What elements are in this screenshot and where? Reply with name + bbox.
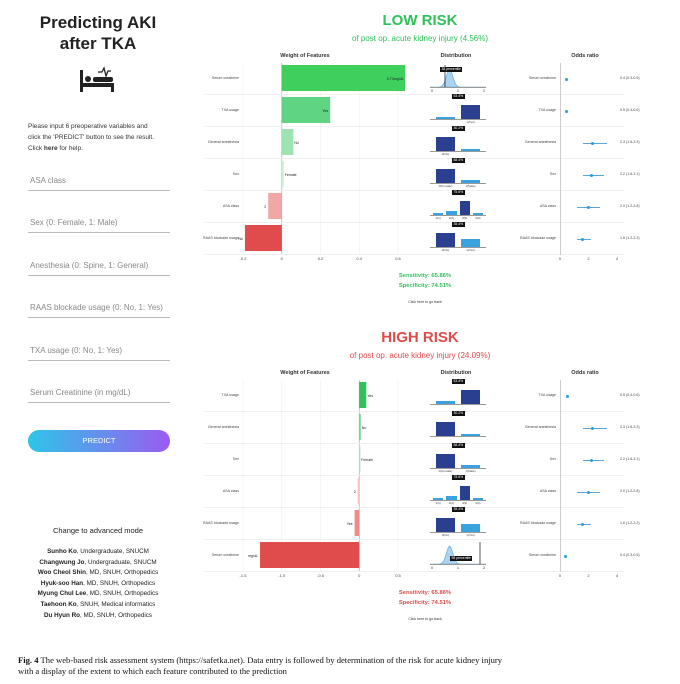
app-title-line1: Predicting AKI (39, 13, 157, 32)
raas-blockade-input[interactable] (28, 295, 170, 318)
team-member-name: Sunho Ko (47, 548, 77, 555)
predict-button[interactable]: PREDICT (28, 430, 170, 452)
odds-tick: 4 (615, 256, 619, 261)
distribution-cell (430, 443, 486, 473)
team-member-role: , MD, SNUH, Orthopedics (86, 569, 159, 577)
weight-tick: 0.6 (395, 256, 401, 261)
distribution-bar (436, 518, 455, 532)
weight-value-tag: 2 (353, 490, 356, 494)
intro-line2: click the 'PREDICT' button to see the result. (28, 134, 155, 141)
weight-value-tag: 2 (264, 205, 267, 209)
distribution-cell (430, 65, 486, 93)
weight-bar-asa-class (358, 478, 360, 504)
hospital-bed-icon (78, 66, 118, 99)
odds-value: 0.4 (0.3-0.5) (620, 553, 640, 557)
distribution-bar-label: 1(Male) (465, 184, 476, 188)
odds-point (581, 238, 584, 241)
anesthesia-input[interactable] (28, 253, 170, 276)
feature-label: ASA class (222, 204, 239, 208)
sensitivity-text: Sensitivity: 65.86% (398, 273, 452, 279)
odds-ci-line (583, 143, 607, 144)
distribution-bar-label: 0(No) (441, 152, 450, 156)
specificity-text: Specificity: 74.51% (398, 283, 452, 289)
row-separator (205, 571, 625, 572)
distribution-bar (433, 498, 443, 500)
distribution-bar (461, 465, 480, 468)
odds-label: RAAS blockade usage (520, 521, 556, 525)
odds-tick: 2 (587, 256, 590, 261)
weight-tick: 0 (280, 256, 283, 261)
distribution-tag: 35.4% (453, 222, 464, 226)
odds-label: ASA class (539, 204, 556, 208)
weight-tick: -0.2 (239, 256, 247, 261)
odds-ci-line (577, 239, 591, 240)
distribution-bar (436, 422, 455, 436)
odds-point (565, 78, 568, 81)
team-member-role: , MD, SNUH, Orthopedics (83, 579, 156, 587)
distribution-bar (473, 213, 483, 215)
weight-bar-general-anesthesia (282, 129, 294, 155)
txa-usage-placeholder: TXA usage (0: No, 1: Yes) (30, 346, 123, 355)
odds-ci-line (583, 460, 604, 461)
feature-label: ASA class (222, 489, 239, 493)
odds-value: 0.5 (0.4-0.6) (620, 108, 640, 112)
distribution-bar (461, 180, 480, 183)
percentile-tag: 98 percentile (451, 556, 471, 560)
distribution-bar (461, 390, 480, 404)
row-separator (205, 158, 625, 159)
row-separator (205, 190, 625, 191)
odds-value: 2.0 (1.2-2.8) (620, 489, 640, 493)
row-separator (205, 254, 625, 255)
distribution-header: Distribution (440, 53, 472, 59)
weight-value-tag: 0.73mg/dL (386, 77, 404, 81)
distribution-bar-label: 2(2) (448, 501, 455, 505)
distribution-tag: 88.4% (453, 158, 464, 162)
distribution-bar-label: 1(Yes) (466, 120, 475, 124)
team-member (18, 579, 178, 590)
percentile-tag: 38 percentile (441, 67, 461, 71)
odds-point (581, 523, 584, 526)
odds-tick: 4 (615, 573, 619, 578)
intro-line1: Please input 6 preoperative variables and (28, 123, 148, 130)
team-member (18, 547, 178, 558)
distribution-bar-label: 0(Female) (438, 184, 453, 188)
advanced-mode-link[interactable]: Change to advanced mode (52, 526, 144, 535)
team-member-name: Myung Chul Lee (37, 590, 87, 598)
odds-point (566, 395, 569, 398)
row-separator (205, 94, 625, 95)
distribution-tag: 30.2% (453, 411, 464, 415)
feature-label: RAAS blockade usage (203, 521, 239, 525)
odds-label: TXA usage (538, 108, 556, 112)
distribution-cell (430, 158, 486, 188)
team-member (18, 558, 178, 569)
team-member (18, 589, 178, 600)
specificity-text: Specificity: 74.51% (398, 600, 452, 606)
distribution-bar (460, 201, 470, 215)
distribution-tag: 30.2% (453, 126, 464, 130)
weight-bar-general-anesthesia (359, 414, 361, 440)
serum-creatinine-placeholder: Serum Creatinine (in mg/dL) (30, 388, 131, 397)
distribution-bar (436, 233, 455, 247)
weight-tick: -1.5 (239, 573, 247, 578)
odds-value: 2.3 (1.6-3.3) (620, 140, 640, 144)
distribution-bar (436, 117, 455, 119)
txa-usage-input[interactable] (28, 338, 170, 361)
team-member-role: , Undergraduate, SNUCM (84, 558, 157, 566)
odds-point (587, 206, 590, 209)
odds-point (590, 174, 593, 177)
odds-ci-line (583, 428, 607, 429)
intro-text (28, 121, 178, 154)
distribution-tick: 1 (456, 88, 460, 93)
distribution-bar-label: 1(1) (435, 501, 441, 505)
distribution-tick: 2 (482, 565, 486, 570)
sensitivity-text: Sensitivity: 65.86% (398, 590, 452, 596)
distribution-bar-label: 1(1) (435, 216, 441, 220)
weight-bar-txa-usage (359, 382, 366, 408)
distribution-bar (461, 239, 480, 247)
sex-placeholder: Sex (0: Female, 1: Male) (30, 218, 118, 227)
distribution-bar-label: 1(Male) (465, 469, 476, 473)
weight-value-tag: mg/dL (248, 554, 259, 558)
distribution-cell (430, 411, 486, 437)
feature-label: TXA usage (221, 108, 239, 112)
back-link[interactable]: Click here to go back (408, 617, 442, 621)
distribution-tag: 75.6% (453, 190, 464, 194)
distribution-tick: 1 (456, 565, 460, 570)
feature-label: General anesthesia (207, 425, 239, 429)
team-member-role: , Undergraduate, SNUCM (76, 548, 149, 555)
odds-value: 2.0 (1.2-2.8) (620, 204, 640, 208)
team-member-name: Du Hyun Ro (43, 611, 80, 619)
weight-header: Weight of Features (280, 370, 330, 376)
odds-axis (560, 380, 561, 572)
weight-bar-serum-creatinine (260, 542, 359, 568)
distribution-tag: 88.4% (453, 443, 464, 447)
odds-ci-line (583, 175, 604, 176)
row-separator (205, 411, 625, 412)
team-member-role: , MD, SNUH, Orthopedics (79, 611, 153, 619)
distribution-cell (430, 126, 486, 156)
weight-value-tag: Female (361, 458, 374, 462)
weight-tick: -0.5 (317, 573, 324, 578)
intro-suffix: for help. (57, 145, 83, 152)
odds-point (591, 427, 594, 430)
distribution-bar (461, 434, 480, 436)
risk-title: HIGH RISK (381, 329, 459, 346)
intro-prefix: Click (28, 145, 44, 152)
distribution-header: Distribution (440, 370, 472, 376)
odds-label: General anesthesia (524, 425, 556, 429)
serum-creatinine-input[interactable] (28, 380, 170, 403)
odds-value: 0.4 (0.3-0.5) (620, 76, 640, 80)
distribution-tag: 53.4% (453, 94, 464, 98)
weight-tick: 0.4 (356, 256, 363, 261)
odds-tick: 0 (558, 256, 562, 261)
odds-point (590, 459, 593, 462)
odds-ratio-header: Odds ratio (571, 370, 599, 376)
odds-value: 2.2 (1.6-3.1) (620, 172, 640, 176)
team-member-name: Changwung Jo (39, 558, 85, 566)
weight-tick: -1.0 (278, 573, 286, 578)
row-separator (205, 222, 625, 223)
anesthesia-placeholder: Anesthesia (0: Spine, 1: General) (30, 261, 149, 270)
team-member (18, 611, 178, 622)
weight-value-tag: No (361, 426, 367, 430)
odds-value: 2.3 (1.6-3.3) (620, 425, 640, 429)
sex-input[interactable] (28, 210, 170, 233)
odds-label: Sex (549, 457, 556, 461)
distribution-bar (446, 211, 456, 215)
distribution-bar (461, 524, 480, 532)
odds-value: 1.6 (1.2-2.2) (620, 236, 640, 240)
feature-label: RAAS blockade usage (203, 236, 239, 240)
row-separator (205, 507, 625, 508)
weight-value-tag: No (238, 237, 243, 241)
feature-label: Serum creatinine (211, 76, 239, 80)
distribution-tag: 75.6% (453, 475, 464, 479)
weight-bar-raas-blockade-usage (245, 225, 282, 251)
weight-tick: 0 (358, 573, 361, 578)
weight-value-tag: Yes (367, 394, 374, 398)
team-member-role: , MD, SNUH, Orthopedics (86, 590, 159, 598)
row-separator (205, 475, 625, 476)
app-title (18, 12, 178, 54)
odds-label: TXA usage (538, 393, 556, 397)
distribution-bar-label: 4(4) (475, 216, 481, 220)
weight-bar-raas-blockade-usage (355, 510, 360, 536)
distribution-cell (430, 475, 486, 505)
odds-axis (560, 63, 561, 255)
weight-bar-sex (282, 161, 284, 187)
distribution-bar-label: 4(4) (475, 501, 481, 505)
distribution-cell (430, 190, 486, 220)
distribution-bar (446, 496, 456, 500)
odds-tick: 0 (558, 573, 562, 578)
weight-bar-asa-class (268, 193, 282, 219)
risk-subtitle: of post op. acute kidney injury (24.09%) (349, 351, 491, 360)
caption-line2: with a display of the extent to which each feature contributed to the prediction (18, 666, 287, 676)
distribution-bar (461, 105, 480, 119)
team-member-role: , SNUH, Medical informatics (76, 601, 156, 608)
odds-label: Serum creatinine (528, 76, 556, 80)
odds-ci-line (577, 524, 591, 525)
distribution-bar (433, 213, 443, 215)
asa-class-input[interactable] (28, 168, 170, 191)
raas-blockade-placeholder: RAAS blockade usage (0: No, 1: Yes) (30, 303, 163, 312)
distribution-cell (430, 222, 486, 252)
asa-class-placeholder: ASA class (30, 176, 67, 185)
distribution-bar (436, 169, 455, 183)
odds-label: RAAS blockade usage (520, 236, 556, 240)
odds-ratio-header: Odds ratio (571, 53, 599, 59)
distribution-bar-label: 3(3) (461, 501, 468, 505)
distribution-bar (473, 498, 483, 500)
help-link[interactable]: here (43, 145, 58, 152)
team-member-name: Hyuk-soo Han (40, 579, 84, 587)
distribution-bar-label: 0(No) (441, 533, 450, 537)
distribution-tick: 0 (430, 565, 434, 570)
distribution-cell (430, 542, 486, 570)
distribution-bar (436, 137, 455, 151)
odds-value: 0.5 (0.4-0.6) (620, 393, 640, 397)
distribution-bar (461, 149, 480, 151)
distribution-bar-label: 0(No) (441, 248, 450, 252)
distribution-bar (436, 454, 455, 468)
odds-label: ASA class (539, 489, 556, 493)
app-title-line2: after TKA (59, 34, 137, 53)
distribution-bar (460, 486, 470, 500)
weight-value-tag: No (294, 141, 299, 145)
feature-label: TXA usage (221, 393, 239, 397)
intro-line3 (28, 143, 178, 154)
odds-label: Sex (549, 172, 556, 176)
feature-label: Sex (232, 457, 239, 461)
row-separator (205, 126, 625, 127)
distribution-cell (430, 507, 486, 537)
feature-label: General anesthesia (207, 140, 239, 144)
distribution-cell (430, 379, 486, 405)
distribution-tag: 35.4% (453, 507, 464, 511)
odds-point (564, 555, 567, 558)
caption-label: Fig. 4 (18, 655, 39, 665)
team-member-name: Woo Cheol Shin (37, 569, 87, 577)
figure-caption (18, 655, 668, 677)
weight-value-tag: Yes (346, 522, 353, 526)
risk-subtitle: of post op. acute kidney injury (4.56%) (351, 34, 489, 43)
distribution-tick: 0 (430, 88, 434, 93)
odds-point (565, 110, 568, 113)
distribution-tick: 2 (482, 88, 486, 93)
row-separator (205, 443, 625, 444)
odds-tick: 2 (587, 573, 590, 578)
weight-value-tag: Female (284, 173, 297, 177)
distribution-area (430, 546, 486, 564)
distribution-tag: 53.4% (453, 379, 464, 383)
weight-tick: 0.2 (317, 256, 324, 261)
distribution-bar-label: 1(Yes) (466, 248, 475, 252)
distribution-bar-label: 1(Yes) (466, 533, 475, 537)
weight-header: Weight of Features (280, 53, 330, 59)
weight-tick: 0.5 (395, 573, 401, 578)
odds-value: 1.6 (1.2-2.2) (620, 521, 640, 525)
team-member-name: Taehoon Ko (40, 601, 77, 608)
distribution-bar-label: 2(2) (448, 216, 455, 220)
weight-value-tag: Yes (322, 109, 329, 113)
risk-title: LOW RISK (382, 12, 458, 29)
team-member (18, 568, 178, 579)
odds-label: General anesthesia (524, 140, 556, 144)
feature-label: Sex (232, 172, 239, 176)
back-link[interactable]: Click here to go back (408, 300, 442, 304)
feature-label: Serum creatinine (211, 553, 239, 557)
distribution-bar (436, 401, 455, 404)
distribution-cell (430, 94, 486, 124)
distribution-bar-label: 3(3) (461, 216, 468, 220)
team-member (18, 600, 178, 611)
row-separator (205, 539, 625, 540)
odds-value: 2.2 (1.6-3.1) (620, 457, 640, 461)
odds-point (587, 491, 590, 494)
odds-point (591, 142, 594, 145)
caption-line1: The web-based risk assessment system (https://safetka.net). Data entry is followed by determination of the risk for acute kidney injury (38, 655, 503, 665)
odds-label: Serum creatinine (528, 553, 556, 557)
distribution-bar-label: 0(Female) (438, 469, 453, 473)
